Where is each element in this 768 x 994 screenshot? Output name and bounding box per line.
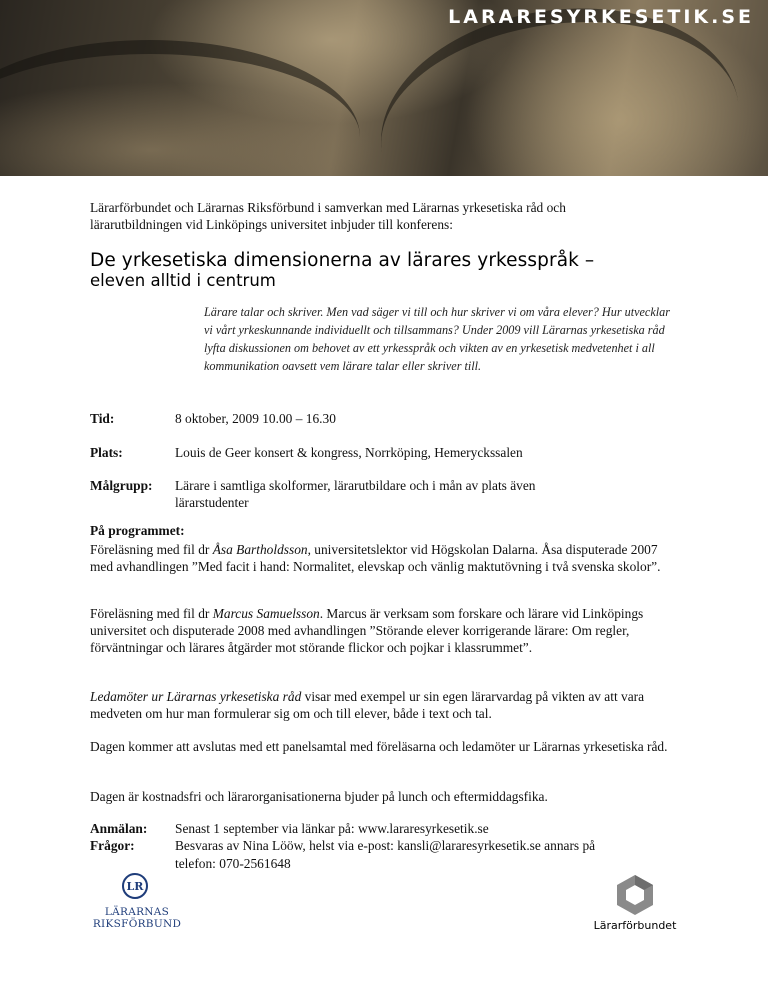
lararforbundet-logo-text: Lärarförbundet (593, 919, 677, 932)
program-heading-text: På programmet: (90, 523, 185, 538)
p2-text-b: . Marcus är verksam som forskare och lärare vid Linköpings universitet och disputerade 2008 med avhandlingen ”Störande elever korrigerande lärare: Om regler, förväntningar och lärares åtgärder mot störande flickor och pojkar i klassrummet”. (90, 606, 644, 655)
program-heading (90, 522, 680, 539)
plats-value: Louis de Geer konsert & kongress, Norrköping, Hemeryckssalen (175, 445, 523, 460)
lararforbundet-logo (590, 873, 680, 935)
conference-title: De yrkesetiska dimensionerna av lärares yrkesspråk – (90, 250, 595, 271)
program-item-1 (90, 541, 680, 575)
program-item-2 (90, 605, 680, 656)
tid-label: Tid: (90, 411, 115, 426)
fragor-value-1: Besvaras av Nina Lööw, helst via e-post: kansli@lararesyrkesetik.se annars på (175, 838, 596, 853)
fragor-value-2: telefon: 070-2561648 (175, 856, 291, 871)
riksforbund-emblem-icon: LR (122, 873, 148, 899)
header-banner (0, 0, 768, 176)
speaker-name-1: Åsa Bartholdsson (212, 542, 308, 557)
tid-value: 8 oktober, 2009 10.00 – 16.30 (175, 411, 336, 426)
anmalan-label: Anmälan: (90, 821, 148, 836)
p2-text-a: Föreläsning med fil dr (90, 606, 213, 621)
riksforbund-logo-text (88, 906, 186, 930)
fragor-label: Frågor: (90, 838, 135, 853)
intro-text: Lärarförbundet och Lärarnas Riksförbund i samverkan med Lärarnas yrkesetiska råd och lärarutbildningen vid Linköpings universitet inbjuder till konferens: (90, 200, 566, 232)
lararforbundet-hexagon-icon (613, 873, 657, 917)
p1-text-b: , universitetslektor vid Högskolan Dalarna. Åsa disputerade 2007 med avhandlingen ”Med facit i hand: Normalitet, elevskap och vänlig maktutövning i två svenska skolor”. (90, 542, 661, 574)
rf-line-1: LÄRARNAS (104, 906, 170, 918)
site-brand: LARARESYRKESETIK.SE (448, 6, 754, 28)
p3-text-b: visar med exempel ur sin egen lärarvardag på vikten av att vara medveten om hur man formulerar sig om och till elever, både i text och tal. (90, 689, 645, 721)
p1-text-a: Föreläsning med fil dr (90, 542, 213, 557)
program-item-5: Dagen är kostnadsfri och lärarorganisationerna bjuder på lunch och eftermiddagsfika. (90, 789, 548, 804)
program-item-3 (90, 688, 680, 722)
anmalan-value: Senast 1 september via länkar på: www.lararesyrkesetik.se (175, 821, 489, 836)
malgrupp-value: Lärare i samtliga skolformer, lärarutbildare och i mån av plats även lärarstudenter (175, 478, 536, 510)
speaker-name-3: Ledamöter ur Lärarnas yrkesetiska råd (90, 689, 302, 704)
conference-subtitle: eleven alltid i centrum (90, 271, 276, 290)
speaker-name-2: Marcus Samuelsson (212, 606, 320, 621)
lead-paragraph: Lärare talar och skriver. Men vad säger vi till och hur skriver vi om våra elever? Hur utvecklar vi vårt yrkeskunnande individuellt och tillsammans? Under 2009 vill Lärarnas yrkesetiska råd lyfta diskussionen om behovet av ett yrkesspråk och vikten av en yrkesetisk medvetenhet i all kommunikation oavsett vem lärare talar eller skriver till. (204, 305, 670, 373)
program-item-4: Dagen kommer att avslutas med ett panelsamtal med föreläsarna och ledamöter ur Lärarnas yrkesetiska råd. (90, 739, 668, 754)
lararnas-riksforbund-logo (88, 873, 186, 935)
malgrupp-label: Målgrupp: (90, 478, 153, 493)
plats-label: Plats: (90, 445, 123, 460)
banner-shadow (0, 40, 360, 176)
rf-line-2: RIKSFÖRBUND (92, 918, 182, 930)
